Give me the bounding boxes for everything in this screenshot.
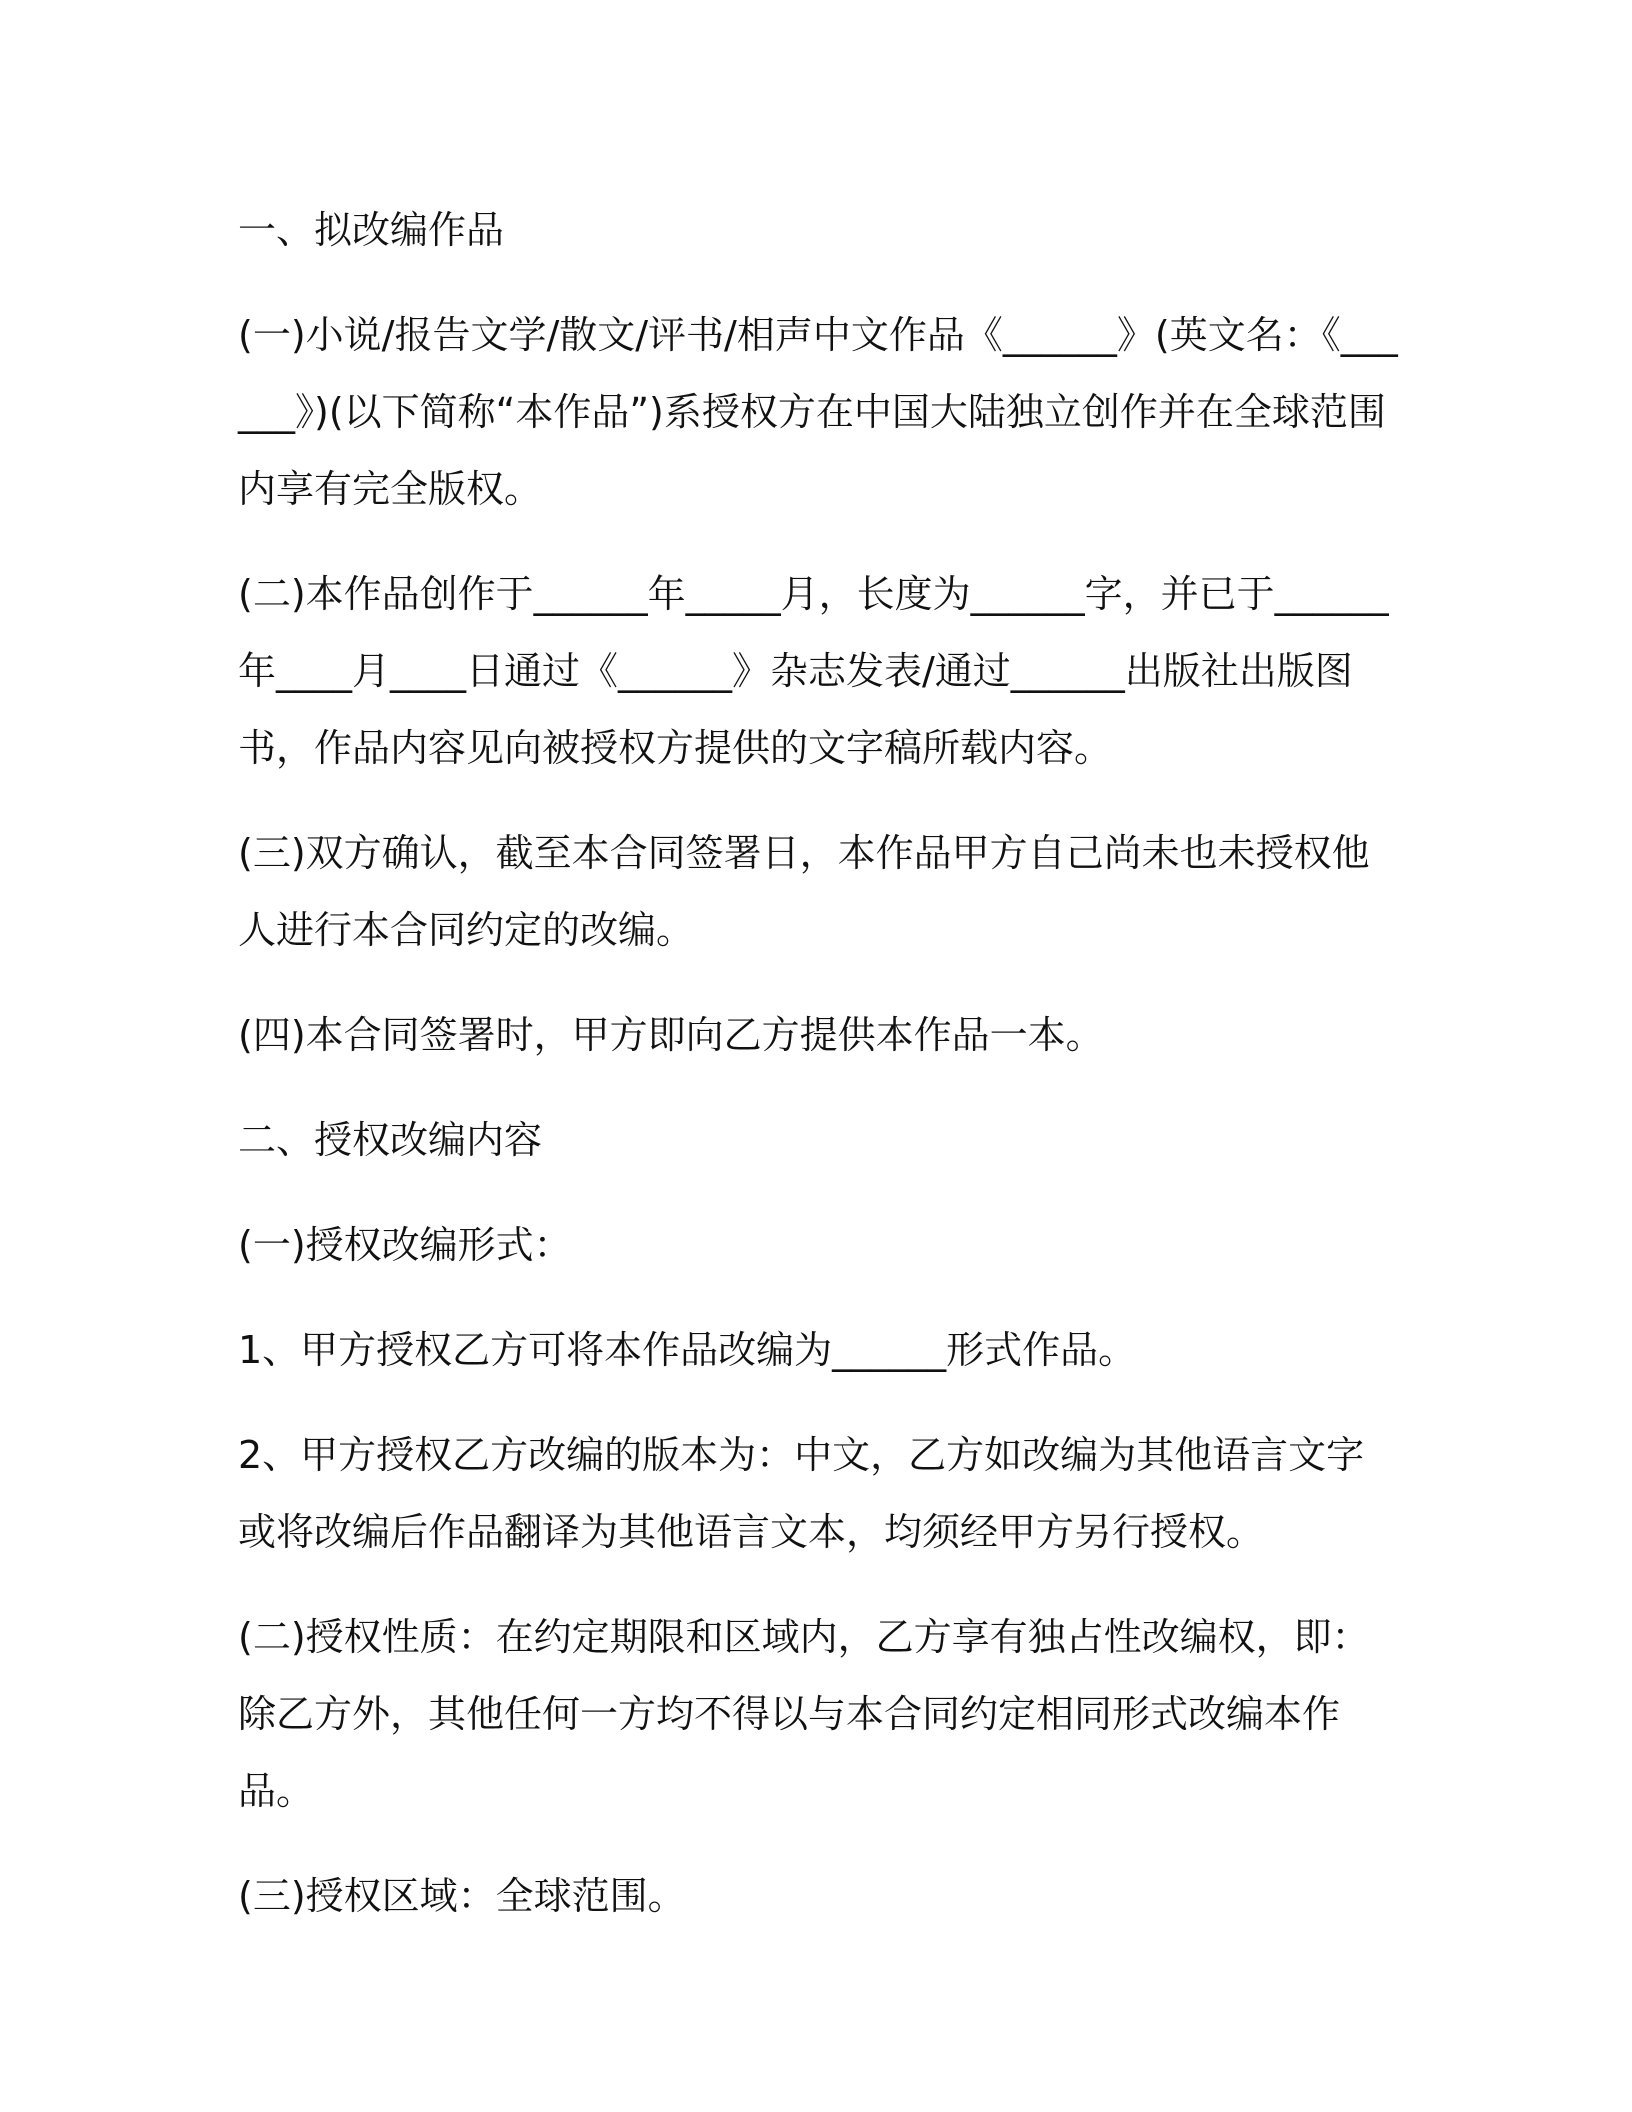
clause-1-1: (一)小说/报告文学/散文/评书/相声中文作品《______》(英文名：《______》)(以下简称“本作品”)系授权方在中国大陆独立创作并在全球范围内享有完全版权。 <box>238 313 1398 511</box>
clause-2-1-item-1: 1、甲方授权乙方可将本作品改编为______形式作品。 <box>238 1328 1137 1372</box>
section-heading-2: 二、授权改编内容 <box>238 1118 543 1162</box>
section-heading-1: 一、拟改编作品 <box>238 208 505 252</box>
clause-2-3: (三)授权区域：全球范围。 <box>238 1874 686 1918</box>
clause-2-2: (二)授权性质：在约定期限和区域内，乙方享有独占性改编权，即：除乙方外，其他任何一方均不得以与本合同约定相同形式改编本作品。 <box>238 1615 1370 1813</box>
clause-1-4: (四)本合同签署时，甲方即向乙方提供本作品一本。 <box>238 1013 1104 1057</box>
clause-2-1: (一)授权改编形式： <box>238 1223 572 1267</box>
clause-1-2: (二)本作品创作于______年_____月，长度为______字，并已于______年____月____日通过《______》杂志发表/通过______出版社出版图书，作品内容见向被授权方提供的文字稿所载内容。 <box>238 572 1389 770</box>
document-body <box>238 192 1398 1963</box>
clause-1-3: (三)双方确认，截至本合同签署日，本作品甲方自己尚未也未授权他人进行本合同约定的改编。 <box>238 831 1370 952</box>
clause-2-1-item-2: 2、甲方授权乙方改编的版本为：中文，乙方如改编为其他语言文字或将改编后作品翻译为其他语言文本，均须经甲方另行授权。 <box>238 1433 1365 1554</box>
